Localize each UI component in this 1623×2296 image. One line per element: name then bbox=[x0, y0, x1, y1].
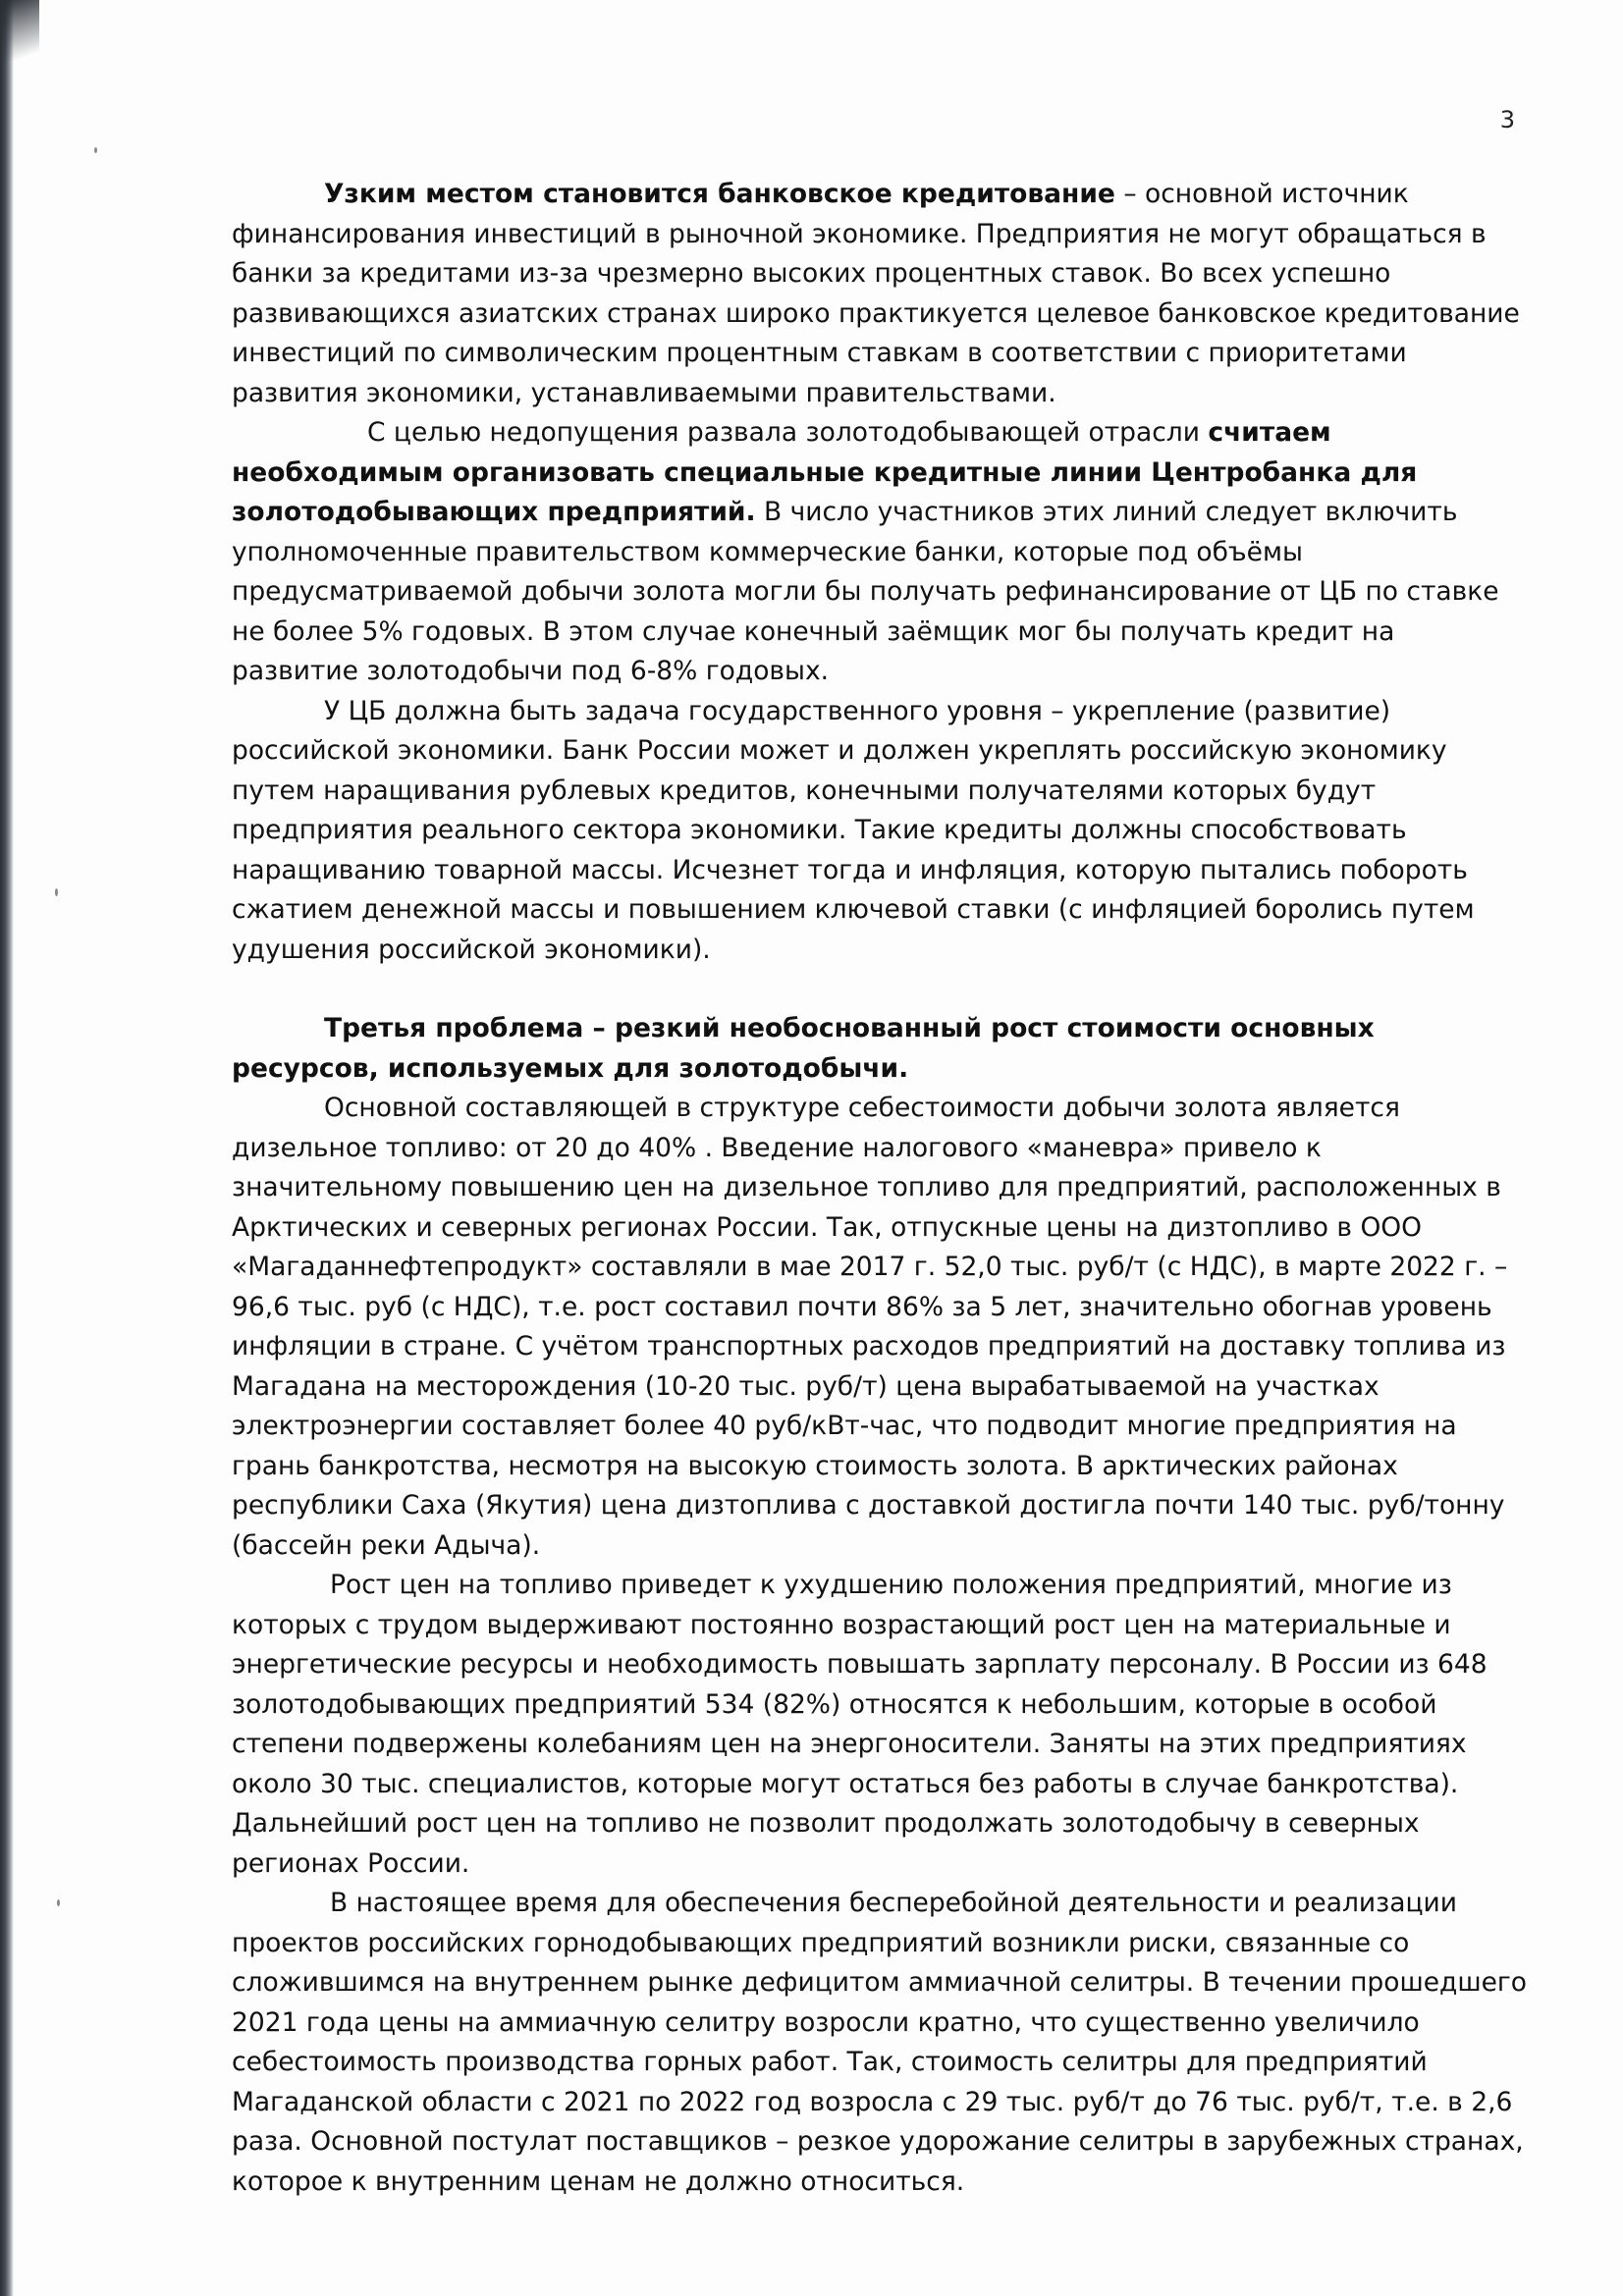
scan-speck bbox=[57, 1899, 60, 1906]
paragraph-bank-lending bbox=[232, 175, 1528, 413]
paragraph-credit-lines bbox=[232, 413, 1528, 692]
paragraph-text: В настоящее время для обеспечения бесперебойной деятельности и реализации проектов российских горнодобывающих предприятий возникли риски, связанные со сложившимся на внутреннем рынке дефицитом аммиачной селитры. В течении прошедшего 2021 года цены на аммиачную селитру возросли кратно, что существенно увеличило себестоимость производства горных работ. Так, стоимость селитры для предприятий Магаданской области с 2021 по 2022 год возросла с 29 тыс. руб/т до 76 тыс. руб/т, т.е. в 2,6 раза. Основной постулат поставщиков – резкое удорожание селитры в зарубежных странах, которое к внутренним ценам не должно относиться. bbox=[232, 1888, 1528, 2197]
document-body bbox=[232, 175, 1528, 2202]
paragraph-bold-lead: Узким местом становится банковское кредитование bbox=[324, 179, 1115, 209]
paragraph-fuel-price-growth bbox=[232, 1566, 1528, 1884]
paragraph-bold-proposal: считаем необходимым организовать специальные кредитные линии Центробанка для золотодобывающих предприятий. bbox=[232, 417, 1418, 527]
paragraph-gap bbox=[232, 970, 1528, 1009]
scan-speck bbox=[55, 888, 58, 896]
section-heading-third-problem bbox=[232, 1009, 1528, 1089]
scan-speck bbox=[94, 147, 97, 153]
paragraph-text: У ЦБ должна быть задача государственного уровня – укрепление (развитие) российской экономики. Банк России может и должен укреплять российскую экономику путем наращивания рублевых кредитов, конечными получателями которых будут предприятия реального сектора экономики. Такие кредиты должны способствовать наращиванию товарной массы. Исчезнет тогда и инфляция, которую пытались побороть сжатием денежной массы и повышением ключевой ставки (с инфляцией боролись путем удушения российской экономики). bbox=[232, 695, 1475, 965]
paragraph-text-before: С целью недопущения развала золотодобывающей отрасли bbox=[367, 417, 1209, 448]
paragraph-text: Основной составляющей в структуре себестоимости добычи золота является дизельное топливо: от 20 до 40% . Введение налогового «маневра» привело к значительному повышению цен на дизельное топливо для предприятий, расположенных в Арктических и северных регионах России. Так, отпускные цены на дизтопливо в ООО «Магаданнефтепродукт» составляли в мае 2017 г. 52,0 тыс. руб/т (с НДС), в марте 2022 г. – 96,6 тыс. руб (с НДС), т.е. рост составил почти 86% за 5 лет, значительно обогнав уровень инфляции в стране. С учётом транспортных расходов предприятий на доставку топлива из Магадана на месторождения (10-20 тыс. руб/т) цена вырабатываемой на участках электроэнергии составляет более 40 руб/кВт-час, что подводит многие предприятия на грань банкротства, несмотря на высокую стоимость золота. В арктических районах республики Саха (Якутия) цена дизтоплива с доставкой достигла почти 140 тыс. руб/тонну (бассейн реки Адыча). bbox=[232, 1093, 1508, 1561]
paragraph-ammonium-nitrate bbox=[232, 1884, 1528, 2202]
paragraph-central-bank bbox=[232, 692, 1528, 971]
scan-corner-shadow bbox=[0, 0, 39, 69]
paragraph-diesel-fuel bbox=[232, 1089, 1528, 1566]
page-number: 3 bbox=[1499, 106, 1515, 133]
paragraph-text-after: В число участников этих линий следует включить уполномоченные правительством коммерческие банки, которые под объёмы предусматриваемой добычи золота могли бы получать рефинансирование от ЦБ по ставке не более 5% годовых. В этом случае конечный заёмщик мог бы получать кредит на развитие золотодобычи под 6-8% годовых. bbox=[232, 497, 1499, 686]
scan-edge-shadow bbox=[0, 0, 14, 2296]
paragraph-text: – основной источник финансирования инвестиций в рыночной экономике. Предприятия не могут обращаться в банки за кредитами из-за чрезмерно высоких процентных ставок. Во всех успешно развивающихся азиатских странах широко практикуется целевое банковское кредитование инвестиций по символическим процентным ставкам в соответствии с приоритетами развития экономики, устанавливаемыми правительствами. bbox=[232, 179, 1520, 408]
section-heading: Третья проблема – резкий необоснованный рост стоимости основных ресурсов, используемых для золотодобычи. bbox=[232, 1013, 1375, 1084]
paragraph-text: Рост цен на топливо приведет к ухудшению положения предприятий, многие из которых с трудом выдерживают постоянно возрастающий рост цен на материальные и энергетические ресурсы и необходимость повышать зарплату персоналу. В России из 648 золотодобывающих предприятий 534 (82%) относятся к небольшим, которые в особой степени подвержены колебаниям цен на энергоносители. Заняты на этих предприятиях около 30 тыс. специалистов, которые могут остаться без работы в случае банкротства). Дальнейший рост цен на топливо не позволит продолжать золотодобычу в северных регионах России. bbox=[232, 1570, 1488, 1879]
